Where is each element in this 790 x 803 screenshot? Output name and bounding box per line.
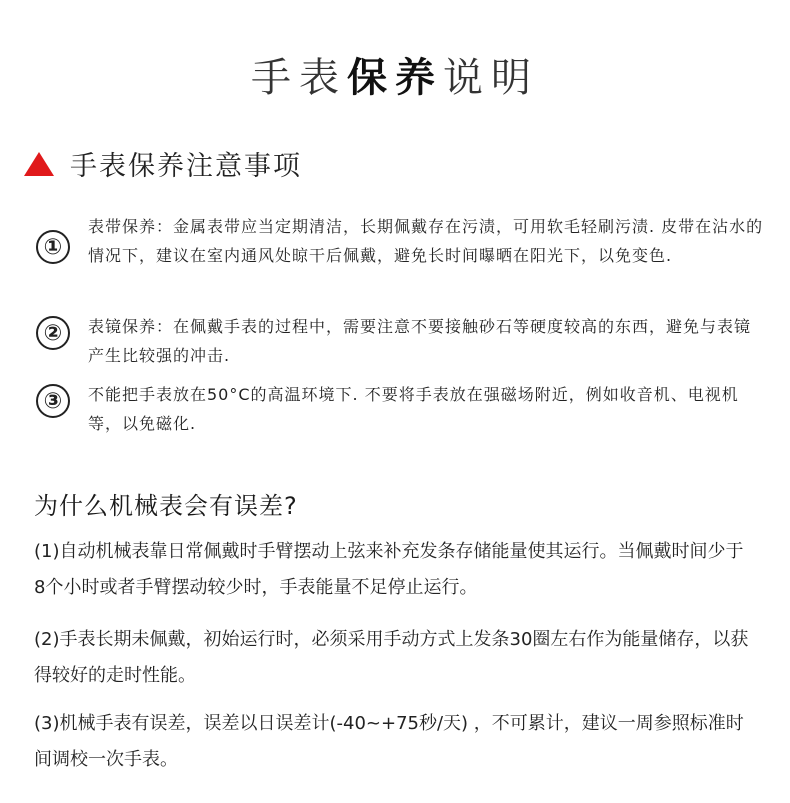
faq-paragraph: (1)自动机械表靠日常佩戴时手臂摆动上弦来补充发条存储能量使其运行。当佩戴时间少于8个小时或者手臂摆动较少时，手表能量不足停止运行。 (34, 541, 744, 598)
circled-number-3: ③ (36, 384, 70, 418)
faq-paragraph: (3)机械手表有误差，误差以日误差计(-40~+75秒/天) ，不可累计，建议一周参照标准时间调校一次手表。 (34, 713, 744, 770)
care-section-header (24, 144, 302, 183)
care-item (36, 312, 766, 370)
faq-paragraph: (2)手表长期未佩戴，初始运行时，必须采用手动方式上发条30圈左右作为能量储存，以获得较好的走时性能。 (34, 629, 749, 686)
care-item (36, 380, 766, 438)
care-item-text: 表带保养：金属表带应当定期清洁，长期佩戴存在污渍，可用软毛轻刷污渍. 皮带在沾水的情况下，建议在室内通风处晾干后佩戴，避免长时间曝晒在阳光下，以免变色. (88, 217, 764, 265)
faq-question: 为什么机械表会有误差? (34, 492, 298, 520)
circled-number-2: ② (36, 316, 70, 350)
care-section-heading: 手表保养注意事项 (70, 151, 302, 182)
title-light-left: 手表 (251, 55, 347, 101)
page-title (0, 46, 790, 103)
circled-number-1: ① (36, 230, 70, 264)
care-item-text: 表镜保养：在佩戴手表的过程中，需要注意不要接触砂石等硬度较高的东西，避免与表镜产生比较强的冲击. (88, 317, 752, 365)
title-bold: 保养 (347, 55, 443, 101)
care-item (36, 212, 766, 270)
title-light-right: 说明 (443, 55, 539, 101)
warning-triangle-icon (24, 152, 54, 176)
care-item-text: 不能把手表放在50°C的高温环境下. 不要将手表放在强磁场附近，例如收音机、电视机等，以免磁化. (88, 385, 739, 433)
